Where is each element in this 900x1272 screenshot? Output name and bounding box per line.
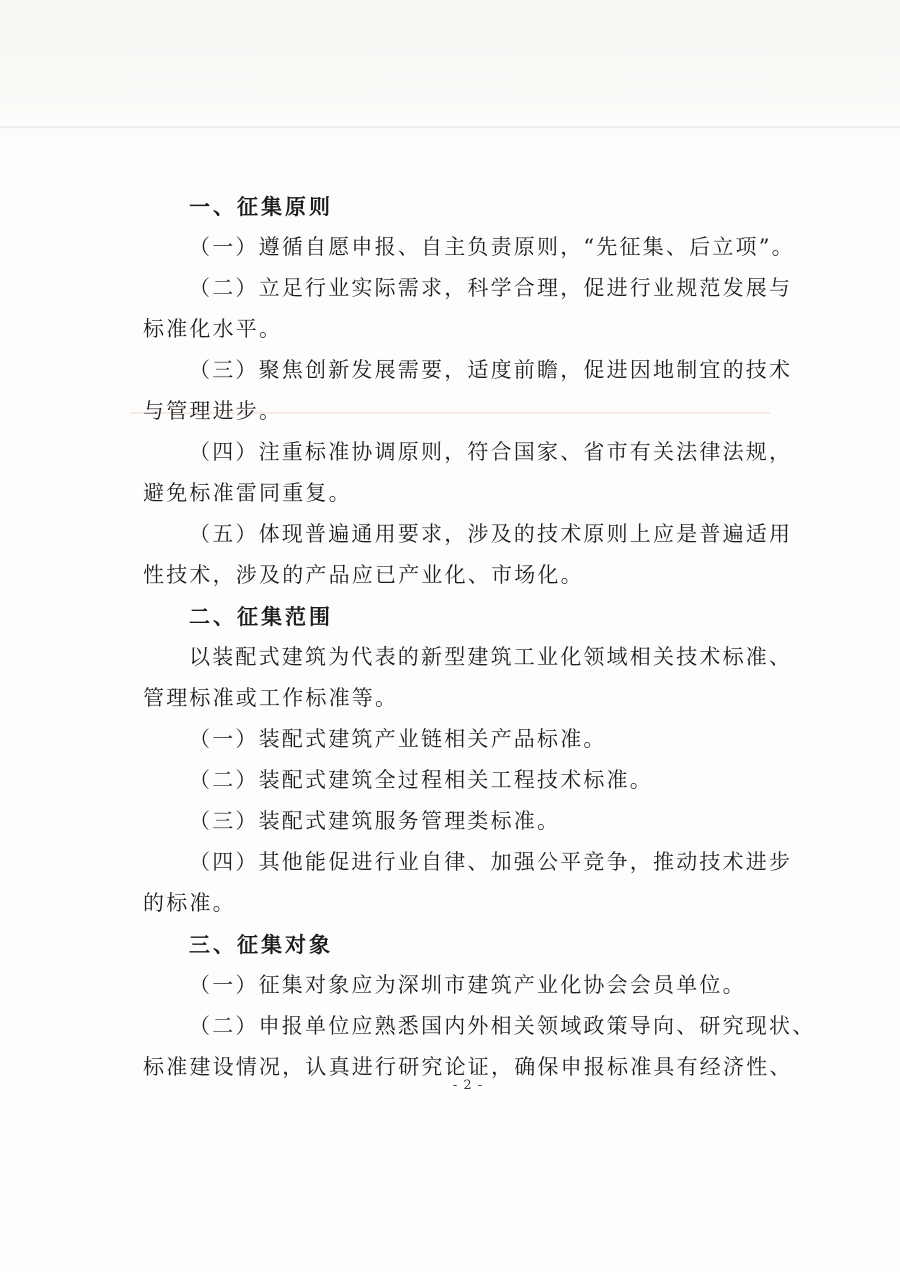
paragraph-line: （二）装配式建筑全过程相关工程技术标准。 (189, 768, 653, 792)
paragraph-line: 的标准。 (143, 891, 236, 915)
section-heading: 一、征集原则 (189, 194, 333, 219)
paragraph-line: （二）申报单位应熟悉国内外相关领域政策导向、研究现状、 (189, 1014, 816, 1038)
paragraph-line: 性技术，涉及的产品应已产业化、市场化。 (143, 563, 584, 587)
paragraph-line: （三）聚焦创新发展需要，适度前瞻，促进因地制宜的技术 (189, 358, 793, 382)
paragraph-line: 避免标准雷同重复。 (143, 481, 352, 505)
paragraph-line: （一）征集对象应为深圳市建筑产业化协会会员单位。 (189, 973, 746, 997)
document-body (143, 186, 816, 1088)
section-heading: 三、征集对象 (189, 932, 333, 957)
paragraph-line: （四）注重标准协调原则，符合国家、省市有关法律法规， (189, 440, 793, 464)
paragraph-line: 管理标准或工作标准等。 (143, 686, 399, 710)
paragraph-line: 与管理进步。 (143, 399, 283, 423)
paragraph-line: 标准化水平。 (143, 317, 283, 341)
paragraph-line: 以装配式建筑为代表的新型建筑工业化领域相关技术标准、 (189, 645, 793, 669)
paragraph-line: （一）装配式建筑产业链相关产品标准。 (189, 727, 607, 751)
paragraph-line: （三）装配式建筑服务管理类标准。 (189, 809, 561, 833)
page-number: - 2 - (452, 1078, 484, 1093)
paragraph-line: （五）体现普遍通用要求，涉及的技术原则上应是普遍适用 (189, 522, 793, 546)
section-heading: 二、征集范围 (189, 604, 333, 629)
paragraph-line: （二）立足行业实际需求，科学合理，促进行业规范发展与 (189, 276, 793, 300)
paragraph-line: （一）遵循自愿申报、自主负责原则，“先征集、后立项”。 (189, 235, 795, 259)
paragraph-line: （四）其他能促进行业自律、加强公平竞争，推动技术进步 (189, 850, 793, 874)
paragraph-line: 标准建设情况，认真进行研究论证，确保申报标准具有经济性、 (143, 1055, 793, 1079)
scan-edge (0, 126, 900, 128)
